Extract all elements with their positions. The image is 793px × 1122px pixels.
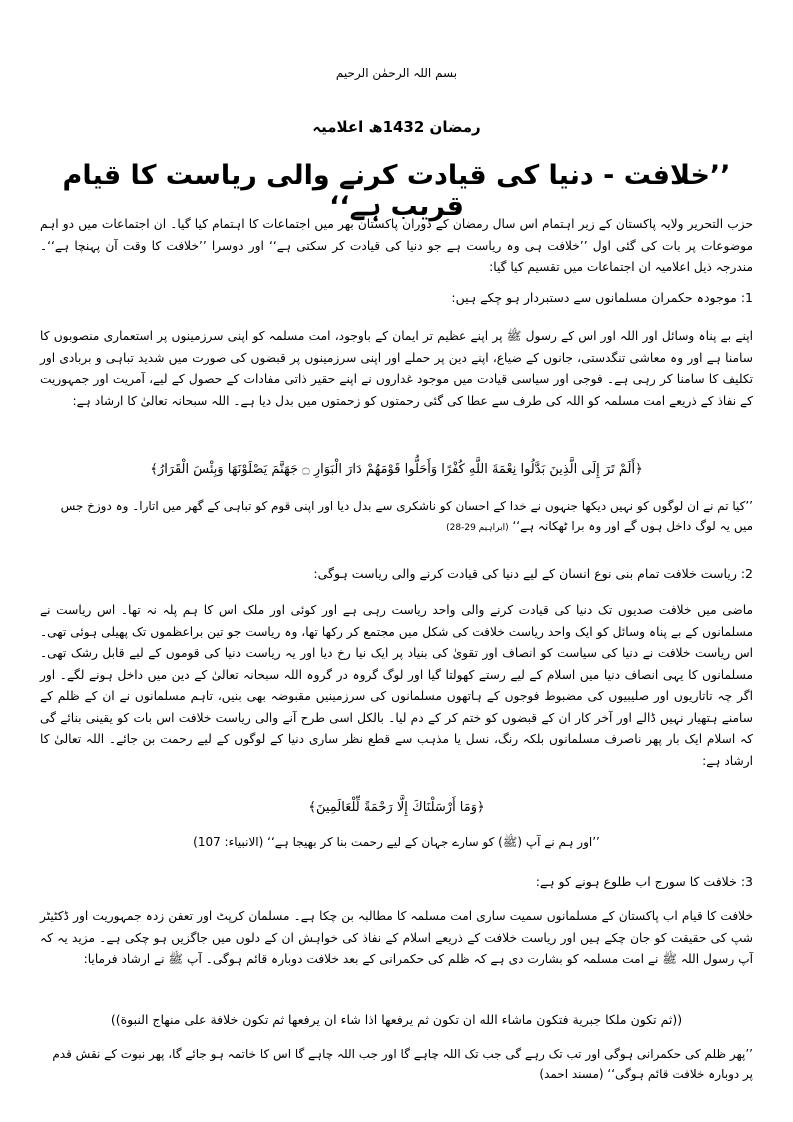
page-title: ’’خلافت - دنیا کی قیادت کرنے والی ریاست کا قیام قریب ہے‘‘ [62,160,731,222]
section-2-body: ماضی میں خلافت صدیوں تک دنیا کی قیادت کرنے والی واحد ریاست رہی ہے اور کوئی اور ملک اس کا ہم پلہ نہ تھا۔ اس ریاست نے مسلمانوں کے بے پناہ وسائل کو ایک واحد ریاست خلافت کی شکل میں مجتمع کر رکھا تھا، وہ ریاست جو تین براعظموں تک پھیلی ہوئی تھی۔ اس ریاست خلافت نے دنیا کی سیاست کو انصاف اور تقویٰ کی بنیاد پر ایک نیا رخ دیا اور یہ ریاست دنیا کی قوموں کے لیے قابل رشک تھی۔ مسلمانوں کا یہی انصاف دنیا میں اسلام کے لیے رستے کھولتا گیا اور لوگ گروہ در گروہ اللہ سبحانہ تعالیٰ کے دین میں داخل ہونے لگے۔ اور اگر چہ تاتاریوں اور صلیبیوں کی مضبوط فوجوں کے ہاتھوں مسلمانوں کی سرزمینیں مقبوضہ بھی بنیں، تاہم مسلمانوں نے ان کے ظلم کے سامنے ہتھیار نہیں ڈالے اور آخر کار ان کے قبضوں کو ختم کر کے دم لیا۔ بالکل اسی طرح آنے والی ریاست خلافت اس بات کو یقینی بنائے گی کہ اسلام ایک بار پھر ناصرف مسلمانوں بلکہ رنگ، نسل یا مذہب سے قطع نظر ساری دنیا کے لوگوں کے لیے رحمت بن جائے۔ اللہ تعالیٰ کا ارشاد ہے: [40,603,753,768]
hadith-arabic: ((ثم تكون ملكا جبرية فتكون ماشاء الله ان تكون ثم يرفعها اذا شاء ان يرفعها ثم تكون خلافة على منهاج النبوة)) [110,1012,683,1027]
section-1-translation [40,496,753,538]
bismillah: بسم اللہ الرحمٰن الرحیم [335,66,458,80]
section-3-body: خلافت کا قیام اب پاکستان کے مسلمانوں سمیت ساری امت مسلمہ کا مطالبہ بن چکا ہے۔ مسلمان کرپٹ اور تعفن زدہ جمہوریت اور ڈکٹیٹر شپ کی حقیقت کو جان چکے ہیں اور ریاست خلافت کے ذریعے اسلام کے نفاذ کی خواہش ان کے دلوں میں جاگزیں ہو چکی ہے۔ مزید یہ کہ آپ رسول اللہ ﷺ نے امت مسلمہ کو بشارت دی ہے کہ ظلم کی حکمرانی کے بعد خلافت دوبارہ قائم ہوگی۔ آپ ﷺ نے ارشاد فرمایا: [40,909,753,966]
section-2-heading: 2: ریاست خلافت تمام بنی نوع انسان کے لیے دنیا کی قیادت کرنے والی ریاست ہوگی: [313,566,753,581]
section-1-reference: (ابراہیم 29-28) [446,523,509,533]
section-1-verse: ﴿أَلَمْ تَرَ إِلَى الَّذِينَ بَدَّلُوا نِعْمَةَ اللَّهِ كُفْرًا وَأَحَلُّوا قَوْمَهُمْ دَارَ الْبَوَارِ ۝ جَهَنَّمَ يَصْلَوْنَهَا وَبِئْسَ الْقَرَارُ﴾ [150,462,643,477]
section-1-body: اپنے بے پناہ وسائل اور اللہ اور اس کے رسول ﷺ پر اپنے عظیم تر ایمان کے باوجود، امت مسلمہ کو اپنی سرزمینوں پر استعماری منصوبوں کا سامنا ہے اور وہ معاشی تنگدستی، جانوں کے ضیاع، اپنے دین پر حملے اور اپنی سرزمینوں پر قبضوں کی صورت میں شدید تباہی و بربادی اور تکلیف کا سامنا کر رہی ہے۔ فوجی اور سیاسی قیادت میں موجود غداروں نے اپنے حقیر ذاتی مفادات کے حصول کے لیے، آمریت اور جمہوریت کے نفاذ کے ذریعے امت مسلمہ کو اللہ کی طرف سے عطا کی گئی رحمتوں کو زحمتوں میں بدل دیا ہے۔ اللہ سبحانہ تعالیٰ کا ارشاد ہے: [40,329,753,408]
section-1-heading: 1: موجودہ حکمران مسلمانوں سے دستبردار ہو چکے ہیں: [451,290,753,305]
section-3-heading: 3: خلافت کا سورج اب طلوع ہونے کو ہے: [535,874,753,889]
hadith-translation: ’’پھر ظلم کی حکمرانی ہوگی اور تب تک رہے گی جب تک اللہ چاہے گا اور جب اللہ چاہے گا اس کا خاتمہ ہو جائے گا، پھر نبوت کے نقش قدم پر دوبارہ خلافت قائم ہوگی‘‘ (مسند احمد) [52,1047,753,1081]
section-2-translation: ’’اور ہم نے آپ (ﷺ) کو سارے جہان کے لیے رحمت بنا کر بھیجا ہے‘‘ (الانبیاء: 107) [193,835,600,849]
section-1-translation-text: ’’کیا تم نے ان لوگوں کو نہیں دیکھا جنہوں نے خدا کے احسان کو ناشکری سے بدل دیا اور اپنی قوم کو تباہی کے گھر میں اتارا۔ وہ دوزخ جس میں یہ لوگ داخل ہوں گے اور وہ برا ٹھکانہ ہے‘‘ [60,499,753,533]
section-2-verse: ﴿وَمَا أَرْسَلْنَاكَ إِلَّا رَحْمَةً لِّلْعَالَمِينَ﴾ [308,800,485,815]
announcement-subtitle: رمضان 1432ھ اعلامیہ [312,118,481,136]
intro-paragraph: حزب التحریر ولایہ پاکستان کے زیر اہتمام اس سال رمضان کے دوران پاکستان بھر میں اجتماعات کا اہتمام کیا گیا۔ ان اجتماعات میں دو اہم موضوعات پر بات کی گئی اول ’’خلافت ہی وہ ریاست ہے جو دنیا کی قیادت کر سکتی ہے‘‘ اور دوسرا ’’خلافت کا وقت آن پہنچا ہے‘‘۔ مندرجہ ذیل اعلامیہ ان اجتماعات میں تقسیم کیا گیا: [40,217,753,274]
